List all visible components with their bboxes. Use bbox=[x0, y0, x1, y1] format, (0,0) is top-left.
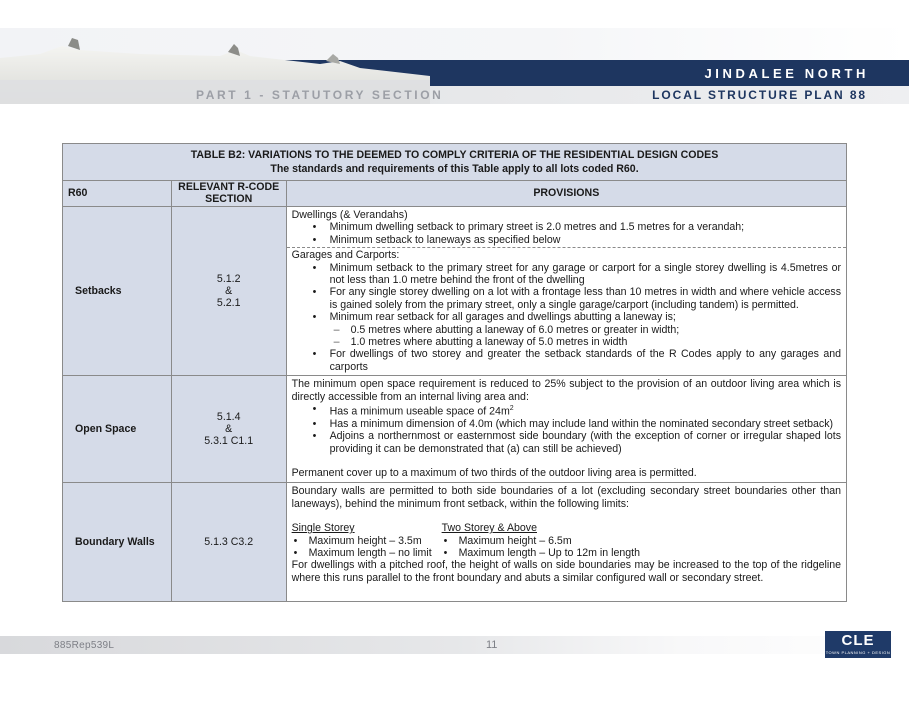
logo-tagline: TOWN PLANNING + DESIGN bbox=[825, 650, 891, 655]
section-line: 5.1.2 bbox=[216, 272, 241, 285]
section-boundary-walls: 5.1.3 C3.2 bbox=[171, 483, 286, 602]
list-item bbox=[292, 311, 841, 323]
list-item bbox=[292, 403, 841, 418]
variations-table bbox=[62, 143, 847, 602]
storey-columns bbox=[292, 522, 841, 559]
table-title: TABLE B2: VARIATIONS TO THE DEEMED TO COMPLY CRITERIA OF THE RESIDENTIAL DESIGN CODES bbox=[190, 149, 719, 161]
boundary-intro: Boundary walls are permitted to both side boundaries of a lot (excluding secondary street boundaries other than laneways), behind the minimum front setback, within the following limits: bbox=[291, 485, 841, 510]
provisions-open-space bbox=[286, 376, 846, 483]
list-item: – 1.0 metres where abutting a laneway of 5.0 metres in width bbox=[292, 336, 841, 348]
logo-text: CLE bbox=[841, 632, 875, 649]
column-header-r60: R60 bbox=[63, 181, 172, 207]
list-item: • Minimum setback to laneways as specified below bbox=[292, 234, 841, 246]
document-reference: 885Rep539L bbox=[54, 640, 115, 651]
list-item: • Maximum height – 3.5m bbox=[292, 535, 442, 547]
column-header-provisions: PROVISIONS bbox=[286, 181, 846, 207]
table-row bbox=[63, 207, 847, 376]
list-item: • Minimum setback to the primary street for any garage or carport for a single storey dwelling is 4.5metres or not less than 1.0 metre behind the front of the dwelling bbox=[292, 262, 841, 287]
column-header-section: RELEVANT R-CODE SECTION bbox=[171, 181, 286, 207]
open-space-cover: Permanent cover up to a maximum of two thirds of the outdoor living area is permitted. bbox=[291, 467, 697, 480]
plan-subtitle: LOCAL STRUCTURE PLAN 88 bbox=[652, 88, 867, 102]
list-item: • Has a minimum dimension of 4.0m (which may include land within the nominated secondary street setback) bbox=[292, 418, 841, 430]
laneway-intro: Minimum rear setback for all garages and dwellings abutting a laneway is; bbox=[329, 311, 676, 324]
page-number: 11 bbox=[486, 639, 498, 651]
two-storey-heading: Two Storey & Above bbox=[441, 522, 537, 535]
table-row bbox=[63, 376, 847, 483]
header-banner bbox=[0, 28, 909, 104]
single-storey-heading: Single Storey bbox=[291, 522, 355, 535]
two-storey-column bbox=[442, 522, 682, 559]
single-storey-column bbox=[292, 522, 442, 559]
list-item: • Maximum height – 6.5m bbox=[442, 535, 682, 547]
provisions-setbacks bbox=[286, 207, 846, 376]
table-row bbox=[63, 483, 847, 602]
footer-bar bbox=[0, 636, 909, 654]
list-item: • For any single storey dwelling on a lot with a frontage less than 10 metres in width and where vehicle access is gained solely from the primary street, only a single garage/carport (including tandem) is permitted. bbox=[292, 286, 841, 311]
list-item: • Minimum dwelling setback to primary street is 2.0 metres and 1.5 metres for a verandah; bbox=[292, 221, 841, 233]
provisions-boundary-walls bbox=[286, 483, 846, 602]
section-line: & bbox=[225, 284, 233, 297]
garages-heading: Garages and Carports: bbox=[291, 249, 400, 262]
row-label-boundary-walls: Boundary Walls bbox=[63, 483, 172, 602]
section-open-space bbox=[171, 376, 286, 483]
table-subtitle: The standards and requirements of this Table apply to all lots coded R60. bbox=[270, 163, 639, 176]
row-label-open-space: Open Space bbox=[63, 376, 172, 483]
list-item: • For dwellings of two storey and greater the setback standards of the R Codes apply to any garages and carports bbox=[292, 348, 841, 373]
dwellings-heading: Dwellings (& Verandahs) bbox=[291, 209, 408, 221]
list-item: • Maximum length – no limit bbox=[292, 547, 442, 559]
section-setbacks bbox=[171, 207, 286, 376]
row-label-setbacks: Setbacks bbox=[63, 207, 172, 376]
boundary-closing: For dwellings with a pitched roof, the height of walls on side boundaries may be increased to the top of the ridgeline where this runs parallel to the front boundary and abuts a similar configured wall or secondary street. bbox=[291, 559, 841, 584]
part-label: PART 1 - STATUTORY SECTION bbox=[196, 88, 444, 102]
table-caption bbox=[63, 144, 847, 181]
section-line: & bbox=[225, 423, 233, 436]
section-line: 5.1.4 bbox=[216, 410, 241, 423]
section-line: 5.2.1 bbox=[216, 297, 241, 310]
list-item: • Adjoins a northernmost or easternmost side boundary (with the exception of corner or irregular shaped lots providing it can be demonstrated that (a) can still be achieved) bbox=[292, 430, 841, 455]
useable-space-text: Has a minimum useable space of 24m bbox=[329, 405, 510, 418]
banner-title: JINDALEE NORTH bbox=[704, 66, 869, 81]
open-space-intro: The minimum open space requirement is reduced to 25% subject to the provision of an outdoor living area which is directly accessible from an internal living area and: bbox=[291, 378, 841, 403]
dwellings-block bbox=[292, 209, 841, 246]
garages-block bbox=[287, 247, 846, 373]
superscript: 2 bbox=[509, 405, 514, 413]
list-item: – 0.5 metres where abutting a laneway of 6.0 metres or greater in width; bbox=[292, 324, 841, 336]
cle-logo bbox=[825, 631, 891, 658]
section-line: 5.3.1 C1.1 bbox=[204, 435, 254, 448]
list-item: • Maximum length – Up to 12m in length bbox=[442, 547, 682, 559]
